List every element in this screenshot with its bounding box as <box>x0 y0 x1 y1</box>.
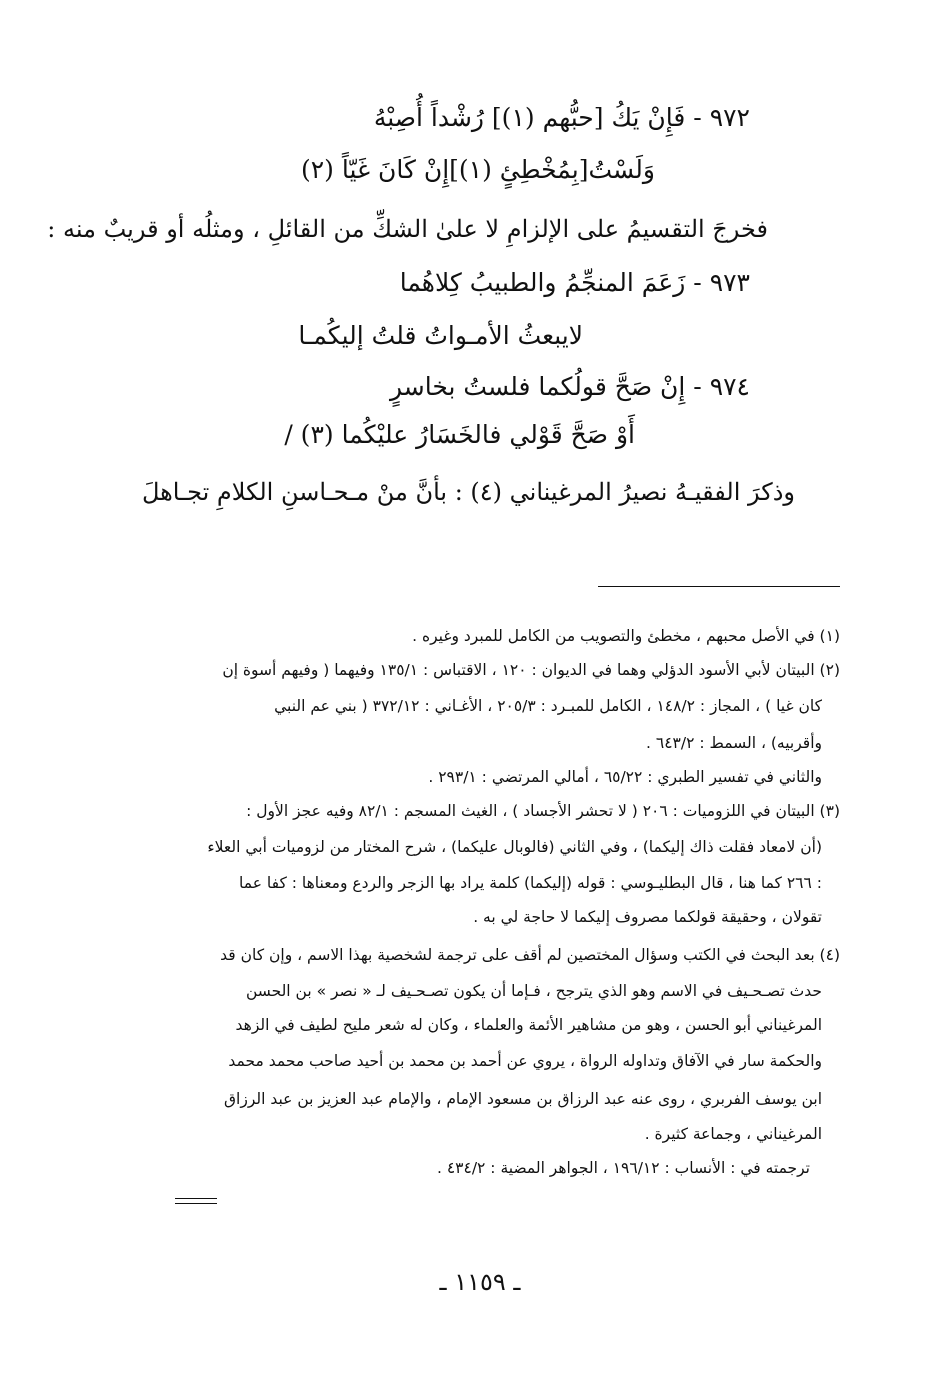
footnote-4-line-6: المرغيناني ، وجماعة كثيرة . <box>644 1125 822 1143</box>
footnote-3-line-2: (أن لامعاد فقلت ذاك إليكما) ، وفي الثاني (فالوبال عليكما) ، شرح المختار من لزوميات أبي العلاء <box>207 838 822 856</box>
footnote-3-line-4: تقولان ، وحقيقة قولكما مصروف إليكما لا حاجة لي به . <box>473 908 822 926</box>
footnote-2-line-4: والثاني في تفسير الطبري : ٦٥/٢٢ ، أمالي المرتضي : ٢٩٣/١ . <box>428 768 822 786</box>
verse-974-line-2: أَوْ صَحَّ قَوْلي فالخَسَارُ عليْكُما (٣) / <box>284 420 635 449</box>
prose-last-line: وذكرَ الفقيـهُ نصيرُ المرغيناني (٤) : بأنَّ منْ مـحـاسنِ الكلامِ تجـاهلَ <box>141 478 795 506</box>
footnote-4-line-7: ترجمته في : الأنساب : ١٩٦/١٢ ، الجواهر المضية : ٤٣٤/٢ . <box>436 1159 810 1177</box>
prose-line: فخرجَ التقسيمُ على الإلزامِ لا علىٰ الشكِّ من القائلِ ، ومثلُه أو قريبٌ منه : <box>47 215 768 243</box>
verse-973-line-2: لايبعثُ الأمـواتُ قلتُ إليكُمـا <box>298 321 583 350</box>
page-number: ـ ١١٥٩ ـ <box>439 1268 521 1296</box>
end-mark <box>175 1198 217 1208</box>
footnote-4-line-3: المرغيناني أبو الحسن ، وهو من مشاهير الأئمة والعلماء ، وكان له شعر مليح لطيف في الزهد <box>235 1016 822 1034</box>
verse-974-line-1: ٩٧٤ - إِنْ صَحَّ قولُكما فلستُ بخاسرٍ <box>390 372 750 401</box>
footnote-4-line-2: حدث تصـحـيف في الاسم وهو الذي يترجح ، فـإما أن يكون تصـحـيف لـ « نصر » بن الحسن <box>245 982 822 1000</box>
verse-972-line-2: وَلَسْتُ[بِمُخْطِئٍ (١)]إِنْ كَانَ غَيّاً (٢) <box>300 155 655 184</box>
footnote-4-line-4: والحكمة سار في الآفاق وتداوله الرواة ، يروي عن أحمد بن محمد بن أحيد صاحب محمد محمد <box>228 1052 822 1070</box>
footnote-3-line-1: (٣) البيتان في اللزوميات : ٢٠٦ ( لا تحشر الأجساد ) ، الغيث المسجم : ٨٢/١ وفيه عجز الأول : <box>246 802 840 820</box>
footnote-3-line-3: : ٢٦٦ كما هنا ، قال البطليـوسي : قوله (إليكما) كلمة يراد بها الزجر والردع ومعناها : كفا عما <box>239 874 822 892</box>
footnote-4-line-5: ابن يوسف الفربري ، روى عنه عبد الرزاق بن مسعود الإمام ، والإمام عبد العزيز بن عبد الرزاق <box>224 1090 822 1108</box>
footnote-2-line-2: كان غيا ) ، المجاز : ١٤٨/٢ ، الكامل للمبـرد : ٢٠٥/٣ ، الأغـاني : ٣٧٢/١٢ ( بني عم النبي <box>274 697 822 715</box>
verse-973-line-1: ٩٧٣ - زَعَمَ المنجِّمُ والطبيبُ كِلاهُما <box>399 268 750 297</box>
footnote-4-line-1: (٤) بعد البحث في الكتب وسؤال المختصين لم أقف على ترجمة لشخصية بهذا الاسم ، وإن كان قد <box>220 946 840 964</box>
verse-972-line-1: ٩٧٢ - فَإِنْ يَكُ [حبُّهم (١)] رُشْداً أُصِبْهُ <box>373 103 750 132</box>
footnote-2-line-3: وأقربيه) ، السمط : ٦٤٣/٢ . <box>646 734 822 752</box>
footnote-separator <box>598 586 840 587</box>
footnote-2-line-1: (٢) البيتان لأبي الأسود الدؤلي وهما في الديوان : ١٢٠ ، الاقتباس : ١٣٥/١ وفيهما ( وفيهم أسوة إن <box>222 661 840 679</box>
footnote-1: (١) في الأصل محبهم ، مخطئ والتصويب من الكامل للمبرد وغيره . <box>412 627 840 645</box>
